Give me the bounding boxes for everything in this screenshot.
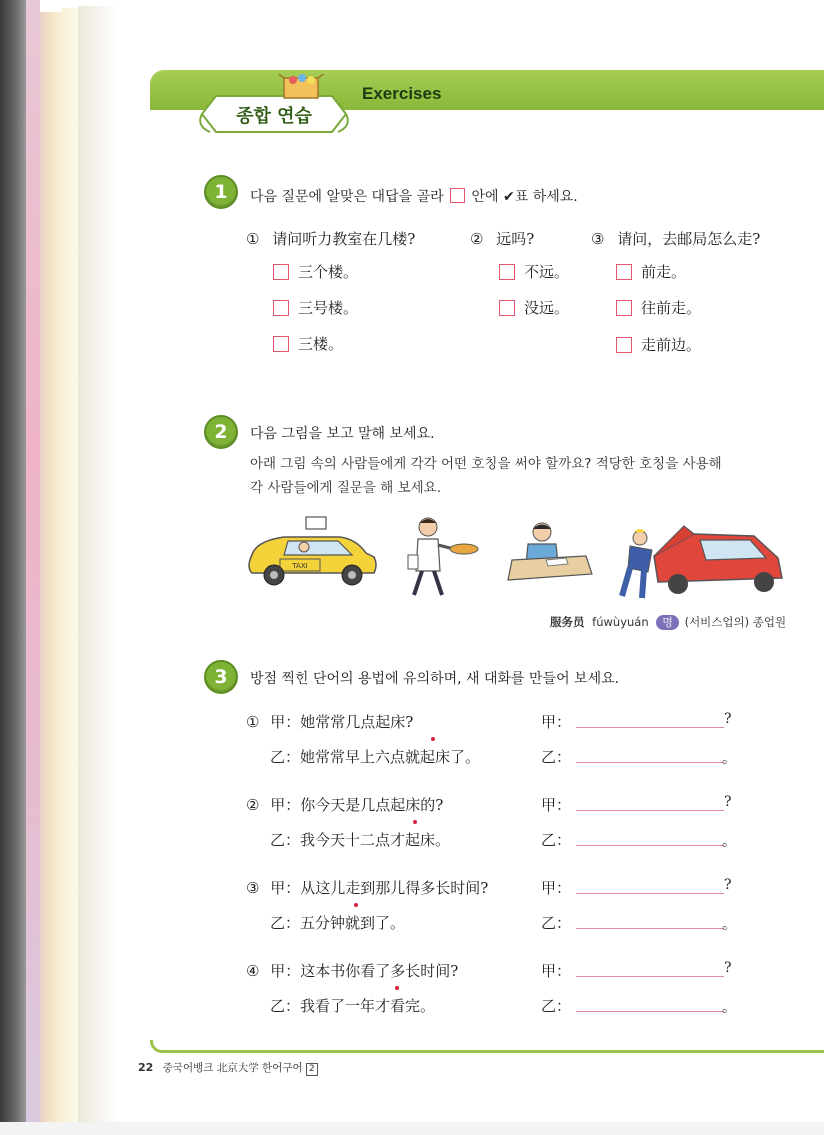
book-spine-shadow xyxy=(0,0,26,1135)
answer-1-b-end: 。 xyxy=(722,751,736,767)
gutter-shadow xyxy=(78,6,118,1124)
book-cover-edge xyxy=(26,0,40,1135)
answer-1-speaker-b: 乙： xyxy=(541,748,572,766)
emphasis-dot xyxy=(354,903,358,907)
q1-option-1-checkbox[interactable] xyxy=(273,264,289,280)
answer-4-b-blank[interactable] xyxy=(576,1010,724,1012)
answer-3-a-end: ? xyxy=(724,877,732,893)
dialog-3-line-a xyxy=(246,877,488,898)
dialog-3-b-text: 五分钟就到了。 xyxy=(300,914,406,932)
q2-option-2-checkbox[interactable] xyxy=(499,300,515,316)
dialog-3-a-text: 从这儿走到那儿得多长时间? xyxy=(300,879,489,897)
dialog-1-line-a xyxy=(246,711,413,732)
q3-option-2: 往前走。 xyxy=(641,299,702,317)
emphasis-dot xyxy=(413,820,417,824)
section-2-number: 2 xyxy=(204,415,238,449)
section-1-title-pre: 다음 질문에 알맞은 대답을 골라 xyxy=(250,189,444,205)
section-1-title-post: 안에 ✔표 하세요. xyxy=(471,189,578,205)
dialog-3-index: ③ xyxy=(246,879,260,897)
dialog-2-line-a xyxy=(246,794,443,815)
dialog-4-line-b xyxy=(270,995,435,1016)
dialog-1-speaker-b: 乙： xyxy=(270,748,301,766)
vocabulary-note xyxy=(550,614,786,630)
dialog-1-line-b xyxy=(270,746,480,767)
q3-option-3: 走前边。 xyxy=(641,336,702,354)
dialog-4-a-text: 这本书你看了多长时间? xyxy=(300,962,459,980)
dialog-3-line-b xyxy=(270,912,405,933)
dialog-3-speaker-a: 甲： xyxy=(270,879,301,897)
q1-option-3: 三楼。 xyxy=(298,335,344,353)
sample-checkbox-icon xyxy=(450,188,465,203)
question-3 xyxy=(591,228,760,249)
answer-4-a-blank[interactable] xyxy=(576,975,724,977)
q3-option-2-checkbox[interactable] xyxy=(616,300,632,316)
question-3-text: 请问，去邮局怎么走? xyxy=(617,230,761,248)
answer-1-a-blank[interactable] xyxy=(576,726,724,728)
dialog-4-line-a xyxy=(246,960,458,981)
answer-4-speaker-a: 甲： xyxy=(541,962,572,980)
section-2-instruction-2: 각 사람들에게 질문을 해 보세요. xyxy=(250,480,441,496)
answer-2-speaker-a: 甲： xyxy=(541,796,572,814)
answer-3-speaker-b: 乙： xyxy=(541,914,572,932)
q3-option-1: 前走。 xyxy=(641,263,687,281)
dialog-4-speaker-a: 甲： xyxy=(270,962,301,980)
footer-border xyxy=(150,1040,824,1053)
note-meaning: (서비스업의) 종업원 xyxy=(684,615,787,629)
section-1-title xyxy=(250,186,578,206)
dialog-2-a-text: 你今天是几点起床的? xyxy=(300,796,444,814)
office-worker-illustration xyxy=(506,520,596,590)
dialog-4-b-text: 我看了一年才看完。 xyxy=(300,997,436,1015)
page-title: Exercises xyxy=(362,84,442,103)
dialog-3-speaker-b: 乙： xyxy=(270,914,301,932)
note-pinyin: fúwùyuán xyxy=(592,615,649,629)
emphasis-dot xyxy=(395,986,399,990)
answer-4-b-end: 。 xyxy=(722,1000,736,1016)
q3-option-1-checkbox[interactable] xyxy=(616,264,632,280)
q3-option-3-checkbox[interactable] xyxy=(616,337,632,353)
book-title: 중국어뱅크 北京大学 한어구어 xyxy=(162,1062,303,1074)
dialog-2-b-text: 我今天十二点才起床。 xyxy=(300,831,451,849)
dialog-1-a-text: 她常常几点起床? xyxy=(300,713,414,731)
dialog-4-index: ④ xyxy=(246,962,260,980)
answer-2-speaker-b: 乙： xyxy=(541,831,572,849)
page-stack-inner xyxy=(62,8,78,1123)
dialog-4-speaker-b: 乙： xyxy=(270,997,301,1015)
answer-2-b-end: 。 xyxy=(722,834,736,850)
question-1 xyxy=(246,228,415,249)
dialog-2-line-b xyxy=(270,829,450,850)
bottom-margin xyxy=(0,1122,824,1135)
answer-2-a-blank[interactable] xyxy=(576,809,724,811)
page-footer xyxy=(138,1060,318,1076)
dialog-1-speaker-a: 甲： xyxy=(270,713,301,731)
question-2-index: ② xyxy=(470,230,484,248)
q2-option-1-checkbox[interactable] xyxy=(499,264,515,280)
question-1-index: ① xyxy=(246,230,260,248)
question-2-text: 远吗? xyxy=(496,230,535,248)
answer-1-a-end: ? xyxy=(724,711,732,727)
taxi-driver-illustration xyxy=(244,515,380,591)
note-pos-badge: 명 xyxy=(656,615,679,630)
section-3-number: 3 xyxy=(204,660,238,694)
answer-3-b-blank[interactable] xyxy=(576,927,724,929)
banner-ribbon xyxy=(196,74,352,138)
section-2-instruction-1: 아래 그림 속의 사람들에게 각각 어떤 호칭을 써야 할까요? 적당한 호칭을 사용해 xyxy=(250,456,722,472)
dialog-2-index: ② xyxy=(246,796,260,814)
answer-3-speaker-a: 甲： xyxy=(541,879,572,897)
banner-text: 종합 연습 xyxy=(236,106,312,127)
dialog-1-b-text: 她常常早上六点就起床了。 xyxy=(300,748,481,766)
answer-1-b-blank[interactable] xyxy=(576,761,724,763)
question-3-index: ③ xyxy=(591,230,605,248)
section-3-title: 방점 찍힌 단어의 용법에 유의하며, 새 대화를 만들어 보세요. xyxy=(250,671,620,687)
page-stack xyxy=(40,12,63,1122)
answer-3-a-blank[interactable] xyxy=(576,892,724,894)
dialog-2-speaker-a: 甲： xyxy=(270,796,301,814)
mechanic-car-illustration xyxy=(614,520,786,602)
note-word: 服务员 xyxy=(550,615,585,629)
q1-option-1: 三个楼。 xyxy=(298,263,359,281)
page-number: 22 xyxy=(138,1061,154,1074)
dialog-1-index: ① xyxy=(246,713,260,731)
answer-4-a-end: ? xyxy=(724,960,732,976)
answer-2-a-end: ? xyxy=(724,794,732,810)
section-1-number: 1 xyxy=(204,175,238,209)
answer-1-speaker-a: 甲： xyxy=(541,713,572,731)
taxi-label: TAXI xyxy=(292,562,308,570)
dialog-2-speaker-b: 乙： xyxy=(270,831,301,849)
answer-3-b-end: 。 xyxy=(722,917,736,933)
q2-option-1: 不远。 xyxy=(524,263,570,281)
answer-2-b-blank[interactable] xyxy=(576,844,724,846)
q2-option-2: 没远。 xyxy=(524,299,570,317)
question-1-text: 请问听力教室在几楼? xyxy=(272,230,416,248)
q1-option-3-checkbox[interactable] xyxy=(273,336,289,352)
question-2 xyxy=(470,228,534,249)
q1-option-2-checkbox[interactable] xyxy=(273,300,289,316)
emphasis-dot xyxy=(431,737,435,741)
q1-option-2: 三号楼。 xyxy=(298,299,359,317)
waiter-illustration xyxy=(402,515,482,605)
volume-badge: 2 xyxy=(306,1063,318,1076)
answer-4-speaker-b: 乙： xyxy=(541,997,572,1015)
section-2-title: 다음 그림을 보고 말해 보세요. xyxy=(250,426,435,442)
